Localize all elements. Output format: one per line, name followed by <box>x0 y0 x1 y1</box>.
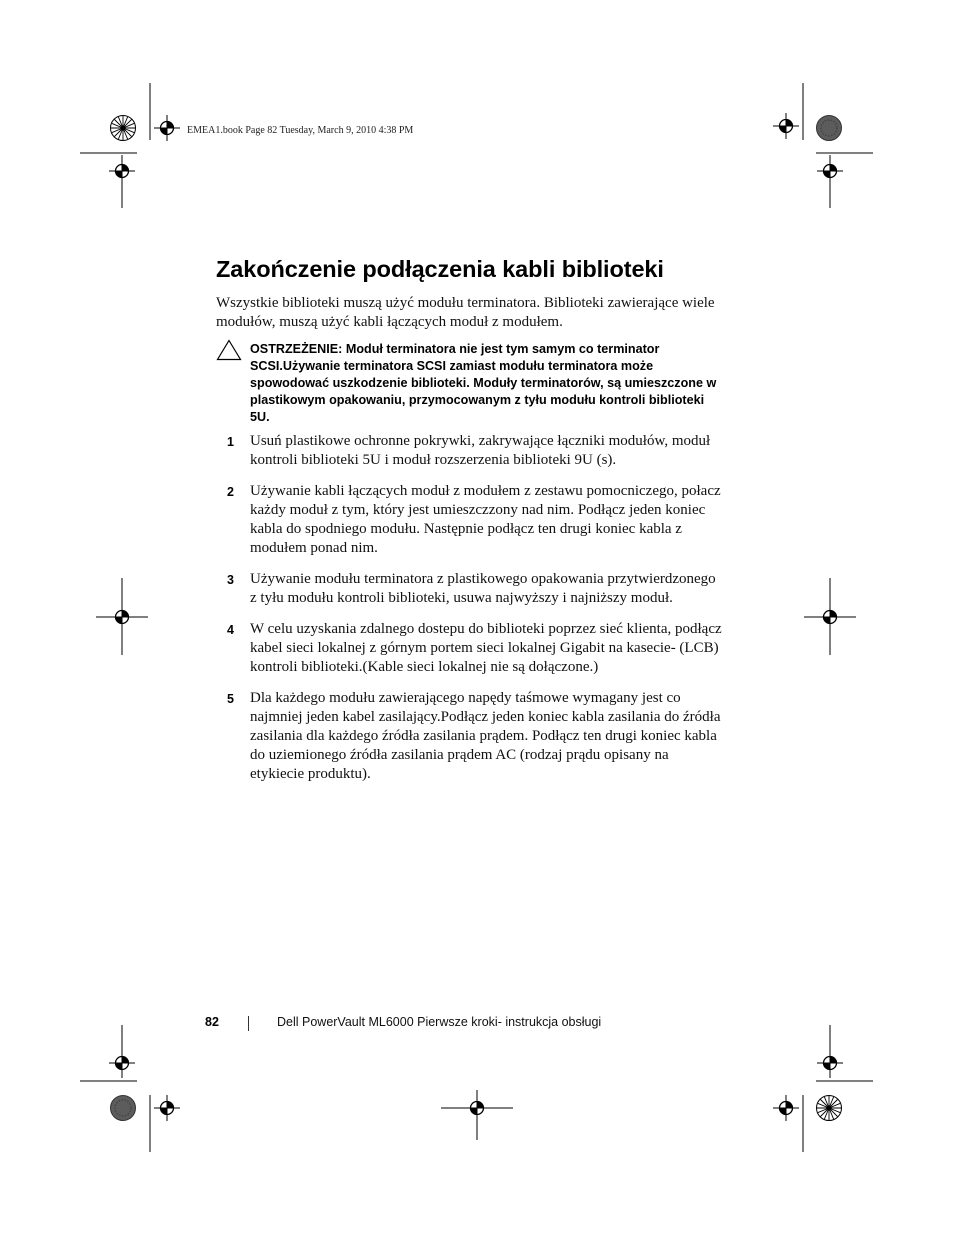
crop-mark-mid-left <box>96 578 148 655</box>
steps-list <box>216 432 726 796</box>
step-text: Używanie modułu terminatora z plastikowego opakowania przytwierdzonego z tyłu modułu kontroli biblioteki, usuwa najwyższy i najniższy moduł. <box>250 571 716 606</box>
footer-doc-title: Dell PowerVault ML6000 Pierwsze kroki- instrukcja obsługi <box>277 1015 602 1029</box>
list-item <box>216 620 726 677</box>
list-item <box>216 482 726 558</box>
footer-divider <box>248 1016 249 1031</box>
book-header: EMEA1.book Page 82 Tuesday, March 9, 2010 4:38 PM <box>187 125 414 136</box>
list-item <box>216 570 726 608</box>
step-number: 4 <box>227 623 234 637</box>
list-item <box>216 689 726 784</box>
page-number: 82 <box>205 1015 219 1029</box>
crop-mark-bottom-right <box>773 1025 873 1152</box>
step-number: 3 <box>227 573 234 587</box>
step-text: Używanie kabli łączących moduł z modułem z zestawu pomocniczego, połacz każdy moduł z tym, który jest umieszczzony nad nim. Podłącz jeden koniec kabla do spodniego modułu. Następnie podłącz ten drugi koniec kabla z modułem ponad nim. <box>250 483 721 556</box>
step-number: 1 <box>227 435 234 449</box>
step-text: Usuń plastikowe ochronne pokrywki, zakrywające łączniki modułów, moduł kontroli biblioteki 5U i moduł rozszerzenia biblioteki 9U (s). <box>250 433 711 468</box>
crop-mark-top-left <box>80 83 180 208</box>
step-text: Dla każdego modułu zawierającego napędy taśmowe wymagany jest co najmniej jeden kabel zasilający.Podłącz jeden koniec kabla zasilania do źródła zasilania dla każdego źródła zasilania prądem. Podłącz ten drugi koniec kabla do uziemionego źródła zasilania prądem AC (rodzaj prądu opisany na etykiecie produktu). <box>250 690 721 782</box>
step-number: 2 <box>227 485 234 499</box>
step-text: W celu uzyskania zdalnego dostepu do biblioteki poprzez sieć klienta, podłącz kabel sieci lokalnej z górnym portem sieci lokalnej Gigabit na kasecie- (LCB) kontroli biblioteki.(Kable sieci lokalnej nie są dołączone.) <box>250 621 722 675</box>
crop-mark-mid-right <box>804 578 856 655</box>
crop-mark-bottom-left <box>80 1025 180 1152</box>
page-title: Zakończenie podłączenia kabli biblioteki <box>216 256 664 282</box>
crop-mark-top-right <box>773 83 873 208</box>
list-item <box>216 432 726 470</box>
step-number: 5 <box>227 692 234 706</box>
warning-text: OSTRZEŻENIE: Moduł terminatora nie jest tym samym co terminator SCSI.Używanie terminatora SCSI zamiast modułu terminatora może spowodować uszkodzenie biblioteki. Moduły terminatorów, są umieszczone w plastikowym opakowaniu, przymocowanym z tyłu modułu kontroli biblioteki 5U. <box>250 342 717 424</box>
crop-mark-bottom-center <box>441 1090 513 1140</box>
caution-triangle-icon <box>216 339 242 361</box>
intro-paragraph: Wszystkie biblioteki muszą użyć modułu terminatora. Biblioteki zawierające wiele modułów, muszą użyć kabli łączących moduł z modułem. <box>216 295 715 330</box>
